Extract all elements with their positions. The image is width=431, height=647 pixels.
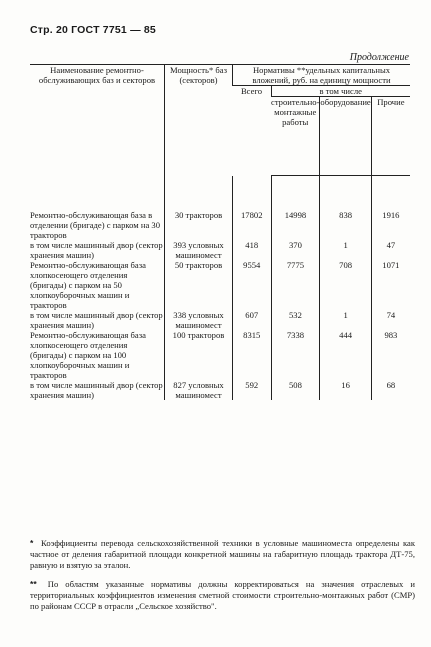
row-equipment-cell: 1: [320, 240, 371, 260]
row-name-cell: в том числе машинный двор (сектор хранения машин): [30, 239, 163, 260]
footnote-mark: **: [30, 579, 37, 589]
row-total-cell: 607: [233, 310, 272, 330]
row-equipment-cell: 444: [320, 330, 371, 380]
footnote-text: По областям указанные нормативы должны корректироваться на значения отраслевых и территориальных коэффициентов изменения сметной стоимости строительно-монтажных работ (СМР) по районам СССР в отрасли „Сельское хозяйство".: [30, 579, 415, 611]
row-equipment-cell: 708: [320, 260, 371, 310]
row-name-cell: Ремонтно-обслуживающая база хлопкосеющего отделения (бригады) с парком на 100 хлопкоуборочных машин и тракторов: [30, 329, 146, 380]
table-row: [30, 330, 410, 380]
row-name-cell: в том числе машинный двор (сектор хранения машин): [30, 379, 163, 400]
row-capacity-cell: 100 тракторов: [165, 330, 233, 380]
footnote-text: Коэффициенты перевода сельскохозяйственной техники в условные машиноместа определены как частное от деления габаритной площади конкретной машины на габаритную площадь трактора ДТ-75, равную и взятую за эталон.: [30, 538, 415, 570]
row-other-cell: 983: [371, 330, 410, 380]
page-header: Стр. 20 ГОСТ 7751 — 85: [30, 24, 156, 36]
footnote-mark: *: [30, 538, 34, 548]
row-name-cell: Ремонтно-обслуживающая база в отделении (бригаде) с парком на 30 тракторов: [30, 209, 161, 240]
column-header-norms: Нормативы **удельных капитальных вложений, руб. на единицу мощности: [233, 65, 411, 86]
row-other-cell: 1916: [371, 176, 410, 240]
row-capacity-cell: 827 условных машиномест: [165, 380, 233, 400]
row-construction-cell: 532: [271, 310, 320, 330]
row-construction-cell: 14998: [271, 176, 320, 240]
row-equipment-cell: 16: [320, 380, 371, 400]
row-capacity-cell: 30 тракторов: [165, 176, 233, 240]
column-header-including: в том числе: [271, 86, 410, 97]
row-total-cell: 418: [233, 240, 272, 260]
column-header-name: Наименование ремонтно-обслуживающих баз и секторов: [30, 65, 165, 176]
column-header-equipment: оборудование: [320, 97, 371, 176]
row-total-cell: 17802: [233, 176, 272, 240]
norms-table: [30, 64, 410, 400]
continuation-label: Продолжение: [349, 52, 409, 63]
row-total-cell: 8315: [233, 330, 272, 380]
row-capacity-cell: 393 условных машиномест: [165, 240, 233, 260]
row-name-cell: Ремонтно-обслуживающая база хлопкосеющего отделения (бригады) с парком на 50 хлопкоуборочных машин и тракторов: [30, 259, 146, 310]
row-other-cell: 74: [371, 310, 410, 330]
row-other-cell: 47: [371, 240, 410, 260]
footnote-1: [30, 538, 415, 571]
footnote-2: [30, 579, 415, 612]
column-header-capacity: Мощность* баз (секторов): [165, 65, 233, 176]
column-header-other: Прочие: [371, 97, 410, 176]
table-row: [30, 260, 410, 310]
row-construction-cell: 7338: [271, 330, 320, 380]
row-name-cell: в том числе машинный двор (сектор хранения машин): [30, 309, 163, 330]
row-total-cell: 592: [233, 380, 272, 400]
column-header-total: Всего: [240, 86, 263, 96]
row-capacity-cell: 50 тракторов: [165, 260, 233, 310]
row-capacity-cell: 338 условных машиномест: [165, 310, 233, 330]
row-other-cell: 68: [371, 380, 410, 400]
row-total-cell: 9554: [233, 260, 272, 310]
row-equipment-cell: 1: [320, 310, 371, 330]
row-other-cell: 1071: [371, 260, 410, 310]
row-equipment-cell: 838: [320, 176, 371, 240]
table-row: [30, 380, 410, 400]
table-row: [30, 240, 410, 260]
row-construction-cell: 370: [271, 240, 320, 260]
table-row: [30, 310, 410, 330]
footnotes: [30, 538, 415, 620]
row-construction-cell: 7775: [271, 260, 320, 310]
column-header-construction: строительно-монтажные работы: [271, 97, 320, 176]
row-construction-cell: 508: [271, 380, 320, 400]
table-row: [30, 176, 410, 240]
